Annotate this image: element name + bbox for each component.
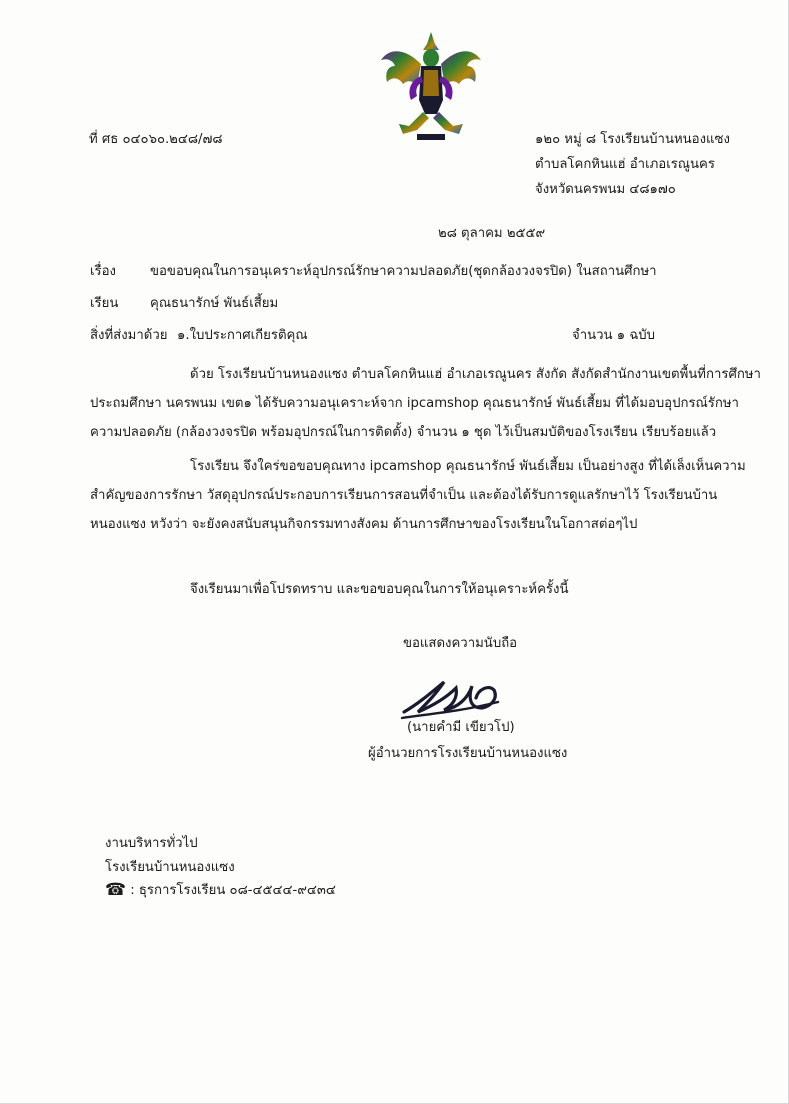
- footer-school: โรงเรียนบ้านหนองแซง: [105, 860, 235, 875]
- signature-image: [398, 668, 518, 722]
- footer-phone-line: [105, 881, 336, 900]
- body-paragraph-2: [90, 452, 766, 539]
- address-line-2: ตำบลโคกหินแฮ่ อำเภอเรณูนคร: [535, 157, 715, 172]
- document-number: ที่ ศธ ๐๔๐๖๐.๒๔๘/๗๘: [89, 132, 223, 147]
- paragraph-2-text: โรงเรียน จึงใคร่ขอขอบคุณทาง ipcamshop คุณธนารักษ์ พันธ์เสี้ยม เป็นอย่างสูง ที่ได้เล็งเห็นความสำคัญของการรักษา วัสดุอุปกรณ์ประกอบการเรียนการสอนที่จำเป็น และต้องได้รับการดูแลรักษาไว้ โรงเรียนบ้านหนองแซง หวังว่า จะยังคงสนับสนุนกิจกรรมทางสังคม ด้านการศึกษาของโรงเรียนในโอกาสต่อๆไป: [90, 459, 746, 532]
- footer-department: งานบริหารทั่วไป: [105, 836, 198, 851]
- address-line-3: จังหวัดนครพนม ๔๘๑๗๐: [535, 182, 676, 197]
- letter-date: ๒๘ ตุลาคม ๒๕๕๙: [438, 226, 546, 241]
- subject-text: ขอขอบคุณในการอนุเคราะห์อุปกรณ์รักษาความปลอดภัย(ชุดกล้องวงจรปิด) ในสถานศึกษา: [150, 264, 657, 279]
- paragraph-1-text: ด้วย โรงเรียนบ้านหนองแซง ตำบลโคกหินแฮ่ อำเภอเรณูนคร สังกัด สังกัดสำนักงานเขตพื้นที่การศึกษาประถมศึกษา นครพนม เขต๑ ได้รับความอนุเคราะห์จาก ipcamshop คุณธนารักษ์ พันธ์เสี้ยม ที่ได้มอบอุปกรณ์รักษาความปลอดภัย (กล้องวงจรปิด พร้อมอุปกรณ์ในการติดตั้ง) จำนวน ๑ ชุด ไว้เป็นสมบัติของโรงเรียน เรียบร้อยแล้ว: [90, 367, 761, 440]
- signer-name: (นายคำมี เขียวโป): [407, 720, 515, 735]
- footer-phone: : ธุรการโรงเรียน ๐๘-๔๕๔๔-๙๔๓๔: [130, 883, 336, 898]
- subject-label: เรื่อง: [90, 264, 116, 279]
- recipient-label: เรียน: [90, 296, 119, 311]
- telephone-icon: ☎: [105, 880, 127, 900]
- garuda-emblem-icon: [377, 30, 485, 142]
- enclosure-quantity: จำนวน ๑ ฉบับ: [572, 328, 656, 343]
- body-paragraph-1: [90, 360, 766, 447]
- signer-title: ผู้อำนวยการโรงเรียนบ้านหนองแซง: [368, 746, 568, 761]
- recipient-name: คุณธนารักษ์ พันธ์เสี้ยม: [150, 296, 279, 311]
- complimentary-close: ขอแสดงความนับถือ: [403, 636, 518, 651]
- address-line-1: ๑๒๐ หมู่ ๘ โรงเรียนบ้านหนองแซง: [535, 132, 730, 147]
- enclosure-label: สิ่งที่ส่งมาด้วย: [90, 328, 168, 343]
- enclosure-item: ๑.ใบประกาศเกียรติคุณ: [177, 328, 308, 343]
- closing-sentence: จึงเรียนมาเพื่อโปรดทราบ และขอขอบคุณในการให้อนุเคราะห์ครั้งนี้: [190, 582, 569, 597]
